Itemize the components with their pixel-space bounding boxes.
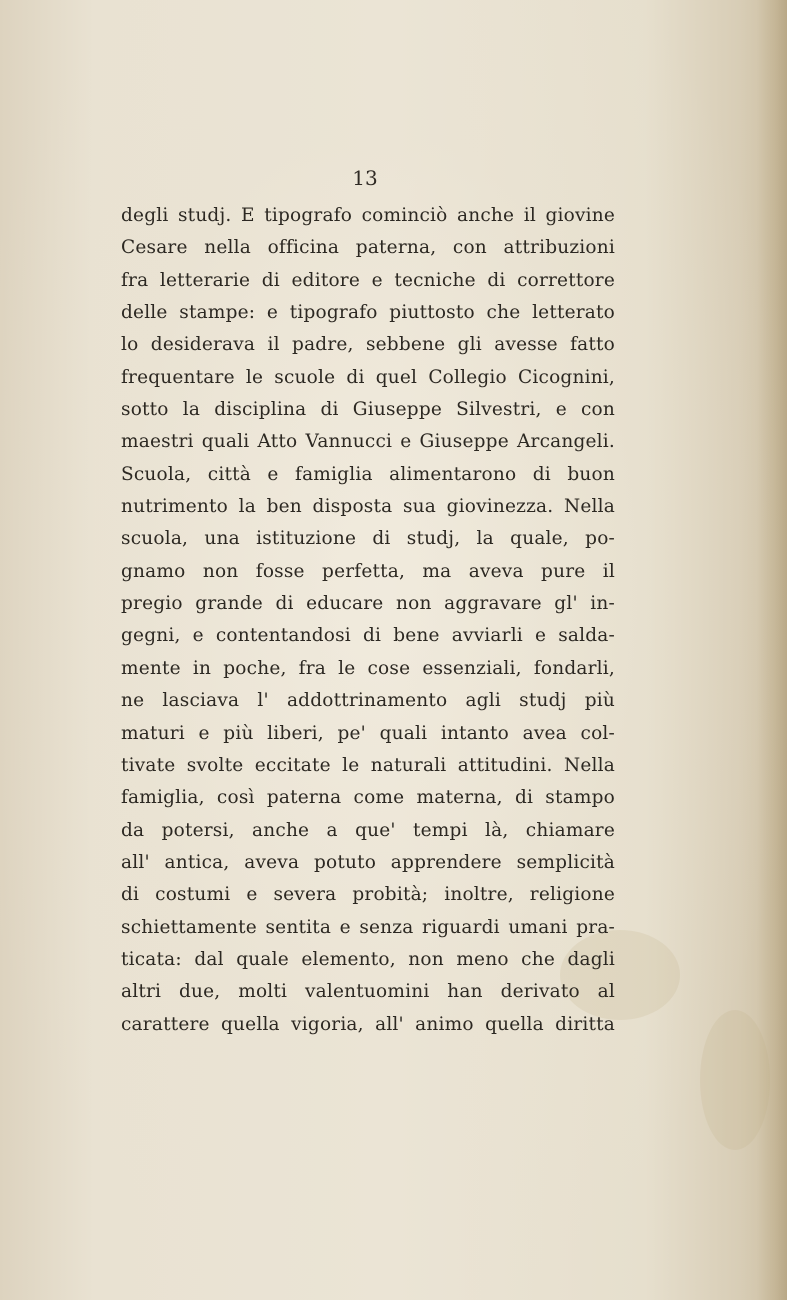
- text-line: nutrimento la ben disposta sua giovinezza. Nella: [121, 496, 615, 518]
- text-line: gnamo non fosse perfetta, ma aveva pure il: [121, 560, 615, 582]
- text-line: Scuola, città e famiglia alimentarono di buon: [121, 463, 615, 485]
- text-line: tivate svolte eccitate le naturali attitudini. Nella: [121, 754, 615, 776]
- text-line: di costumi e severa probità; inoltre, religione: [121, 884, 615, 906]
- text-line: Cesare nella officina paterna, con attribuzioni: [121, 237, 615, 259]
- text-line: frequentare le scuole di quel Collegio Cicognini,: [121, 366, 615, 388]
- body-text: [121, 200, 615, 1041]
- text-line: altri due, molti valentuomini han derivato al: [121, 981, 615, 1003]
- text-line: pregio grande di educare non aggravare gl' in-: [121, 593, 615, 615]
- text-line: fra letterarie di editore e tecniche di correttore: [121, 269, 615, 291]
- text-line: degli studj. E tipografo cominciò anche il giovine: [121, 205, 615, 226]
- text-line: sotto la disciplina di Giuseppe Silvestri, e con: [121, 399, 615, 421]
- text-line: carattere quella vigoria, all' animo quella diritta: [121, 1013, 615, 1035]
- text-line: schiettamente sentita e senza riguardi umani pra-: [121, 916, 615, 938]
- paper-stain: [700, 1010, 770, 1150]
- text-line: maestri quali Atto Vannucci e Giuseppe Arcangeli.: [121, 431, 615, 453]
- page-number: 13: [352, 166, 378, 190]
- text-line: gegni, e contentandosi di bene avviarli e salda-: [121, 625, 615, 647]
- text-line: mente in poche, fra le cose essenziali, fondarli,: [121, 657, 615, 679]
- text-line: da potersi, anche a que' tempi là, chiamare: [121, 819, 615, 841]
- text-line: scuola, una istituzione di studj, la quale, po-: [121, 528, 615, 550]
- text-line: ne lasciava l' addottrinamento agli studj più: [121, 690, 615, 712]
- text-line: ticata: dal quale elemento, non meno che dagli: [121, 948, 615, 970]
- text-line: delle stampe: e tipografo piuttosto che letterato: [121, 302, 615, 324]
- text-line: lo desiderava il padre, sebbene gli avesse fatto: [121, 334, 615, 356]
- text-line: maturi e più liberi, pe' quali intanto avea col-: [121, 722, 615, 744]
- text-line: all' antica, aveva potuto apprendere semplicità: [121, 851, 615, 873]
- text-line: famiglia, così paterna come materna, di stampo: [121, 787, 615, 809]
